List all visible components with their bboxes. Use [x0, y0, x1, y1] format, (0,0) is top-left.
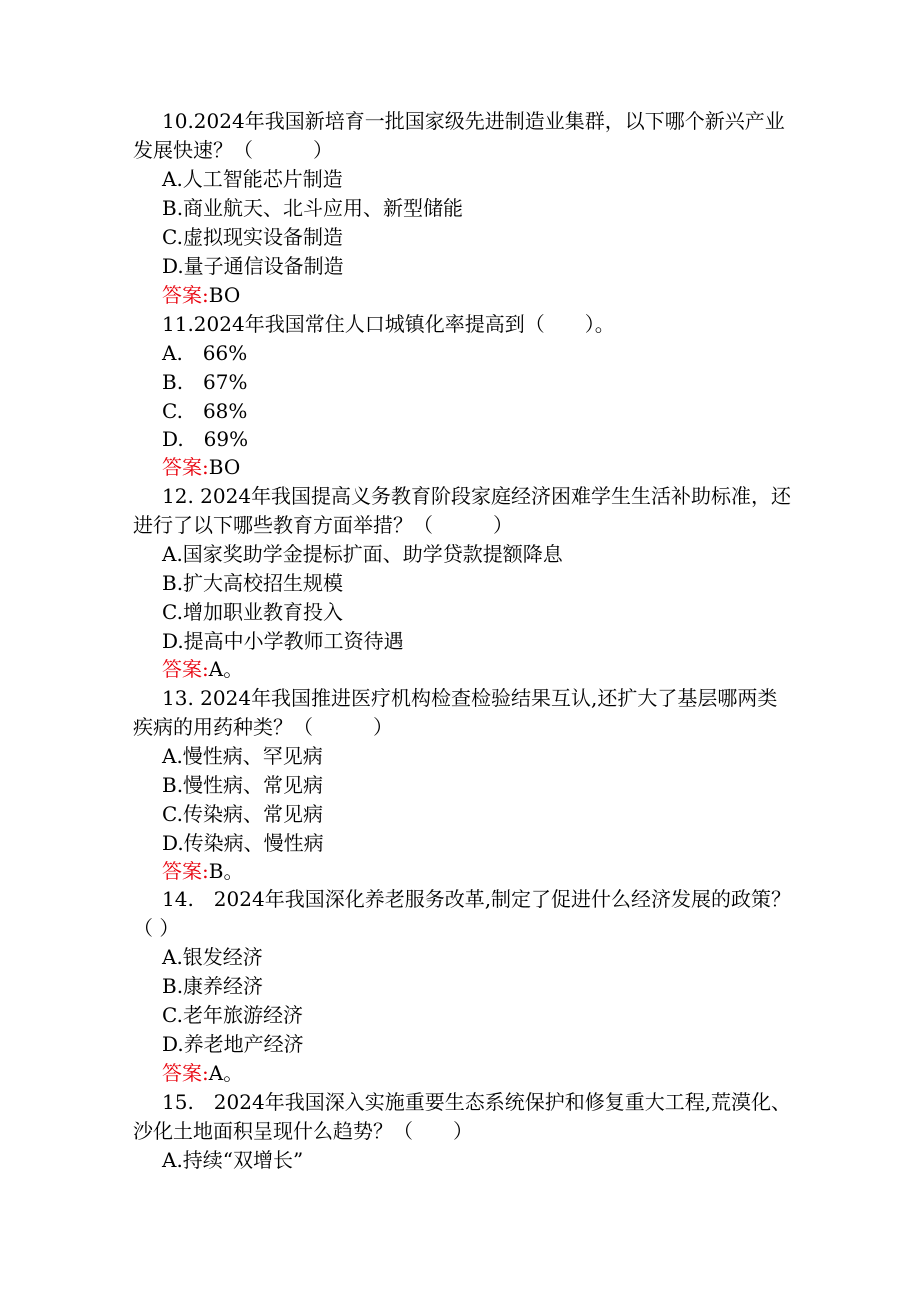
question-text: 10.2024年我国新培育一批国家级先进制造业集群，以下哪个新兴产业发展快速？（ ） — [133, 109, 785, 162]
question-15 — [133, 1088, 793, 1146]
answer-line — [162, 857, 243, 886]
option-a: A.慢性病、罕见病 — [162, 744, 323, 768]
option-c: C. 68% — [162, 399, 248, 423]
option-c: C.增加职业教育投入 — [162, 600, 343, 624]
option-a: A.人工智能芯片制造 — [162, 167, 343, 191]
question-13 — [133, 684, 793, 742]
option-b: B.慢性病、常见病 — [162, 773, 324, 797]
option-d: D. 69% — [162, 427, 249, 451]
option-b: B.商业航天、北斗应用、新型储能 — [162, 196, 464, 220]
answer-label: 答案: — [162, 859, 209, 883]
answer-label: 答案: — [162, 1061, 209, 1085]
question-text: 15. 2024年我国深入实施重要生态系统保护和修复重大工程,荒漠化、沙化土地面积呈现什么趋势？（ ） — [133, 1090, 792, 1143]
answer-value: BO — [208, 283, 241, 307]
option-a: A.持续“双增长” — [162, 1148, 304, 1172]
answer-line — [162, 281, 240, 310]
question-text: 14. 2024年我国深化养老服务改革,制定了促进什么经济发展的政策？（ ） — [133, 887, 792, 940]
option-d: D.传染病、慢性病 — [162, 831, 324, 855]
option-c: C.传染病、常见病 — [162, 802, 323, 826]
answer-value: B。 — [208, 859, 244, 883]
answer-line — [162, 655, 243, 684]
option-a: A.国家奖助学金提标扩面、助学贷款提额降息 — [162, 542, 563, 566]
answer-line — [162, 453, 240, 482]
question-text: 12. 2024年我国提高义务教育阶段家庭经济困难学生生活补助标准，还进行了以下哪些教育方面举措？（ ） — [133, 484, 792, 537]
option-c: C.虚拟现实设备制造 — [162, 225, 343, 249]
question-11 — [133, 310, 793, 339]
question-text: 13. 2024年我国推进医疗机构检查检验结果互认,还扩大了基层哪两类疾病的用药种类？（ ） — [133, 686, 778, 739]
option-a: A.银发经济 — [162, 945, 263, 969]
answer-label: 答案: — [162, 283, 209, 307]
question-14 — [133, 885, 793, 943]
answer-value: A。 — [208, 1061, 244, 1085]
option-c: C.老年旅游经济 — [162, 1003, 303, 1027]
answer-label: 答案: — [162, 455, 209, 479]
answer-line — [162, 1059, 243, 1088]
question-text: 11.2024年我国常住人口城镇化率提高到（ ）。 — [162, 312, 615, 336]
option-d: D.提高中小学教师工资待遇 — [162, 629, 404, 653]
answer-value: A。 — [208, 657, 244, 681]
question-12 — [133, 482, 793, 540]
option-a: A. 66% — [162, 341, 248, 365]
question-10 — [133, 107, 793, 165]
answer-value: BO — [208, 455, 241, 479]
option-b: B. 67% — [162, 370, 248, 394]
option-b: B.康养经济 — [162, 974, 264, 998]
answer-label: 答案: — [162, 657, 209, 681]
option-d: D.量子通信设备制造 — [162, 254, 344, 278]
option-b: B.扩大高校招生规模 — [162, 571, 344, 595]
option-d: D.养老地产经济 — [162, 1032, 304, 1056]
